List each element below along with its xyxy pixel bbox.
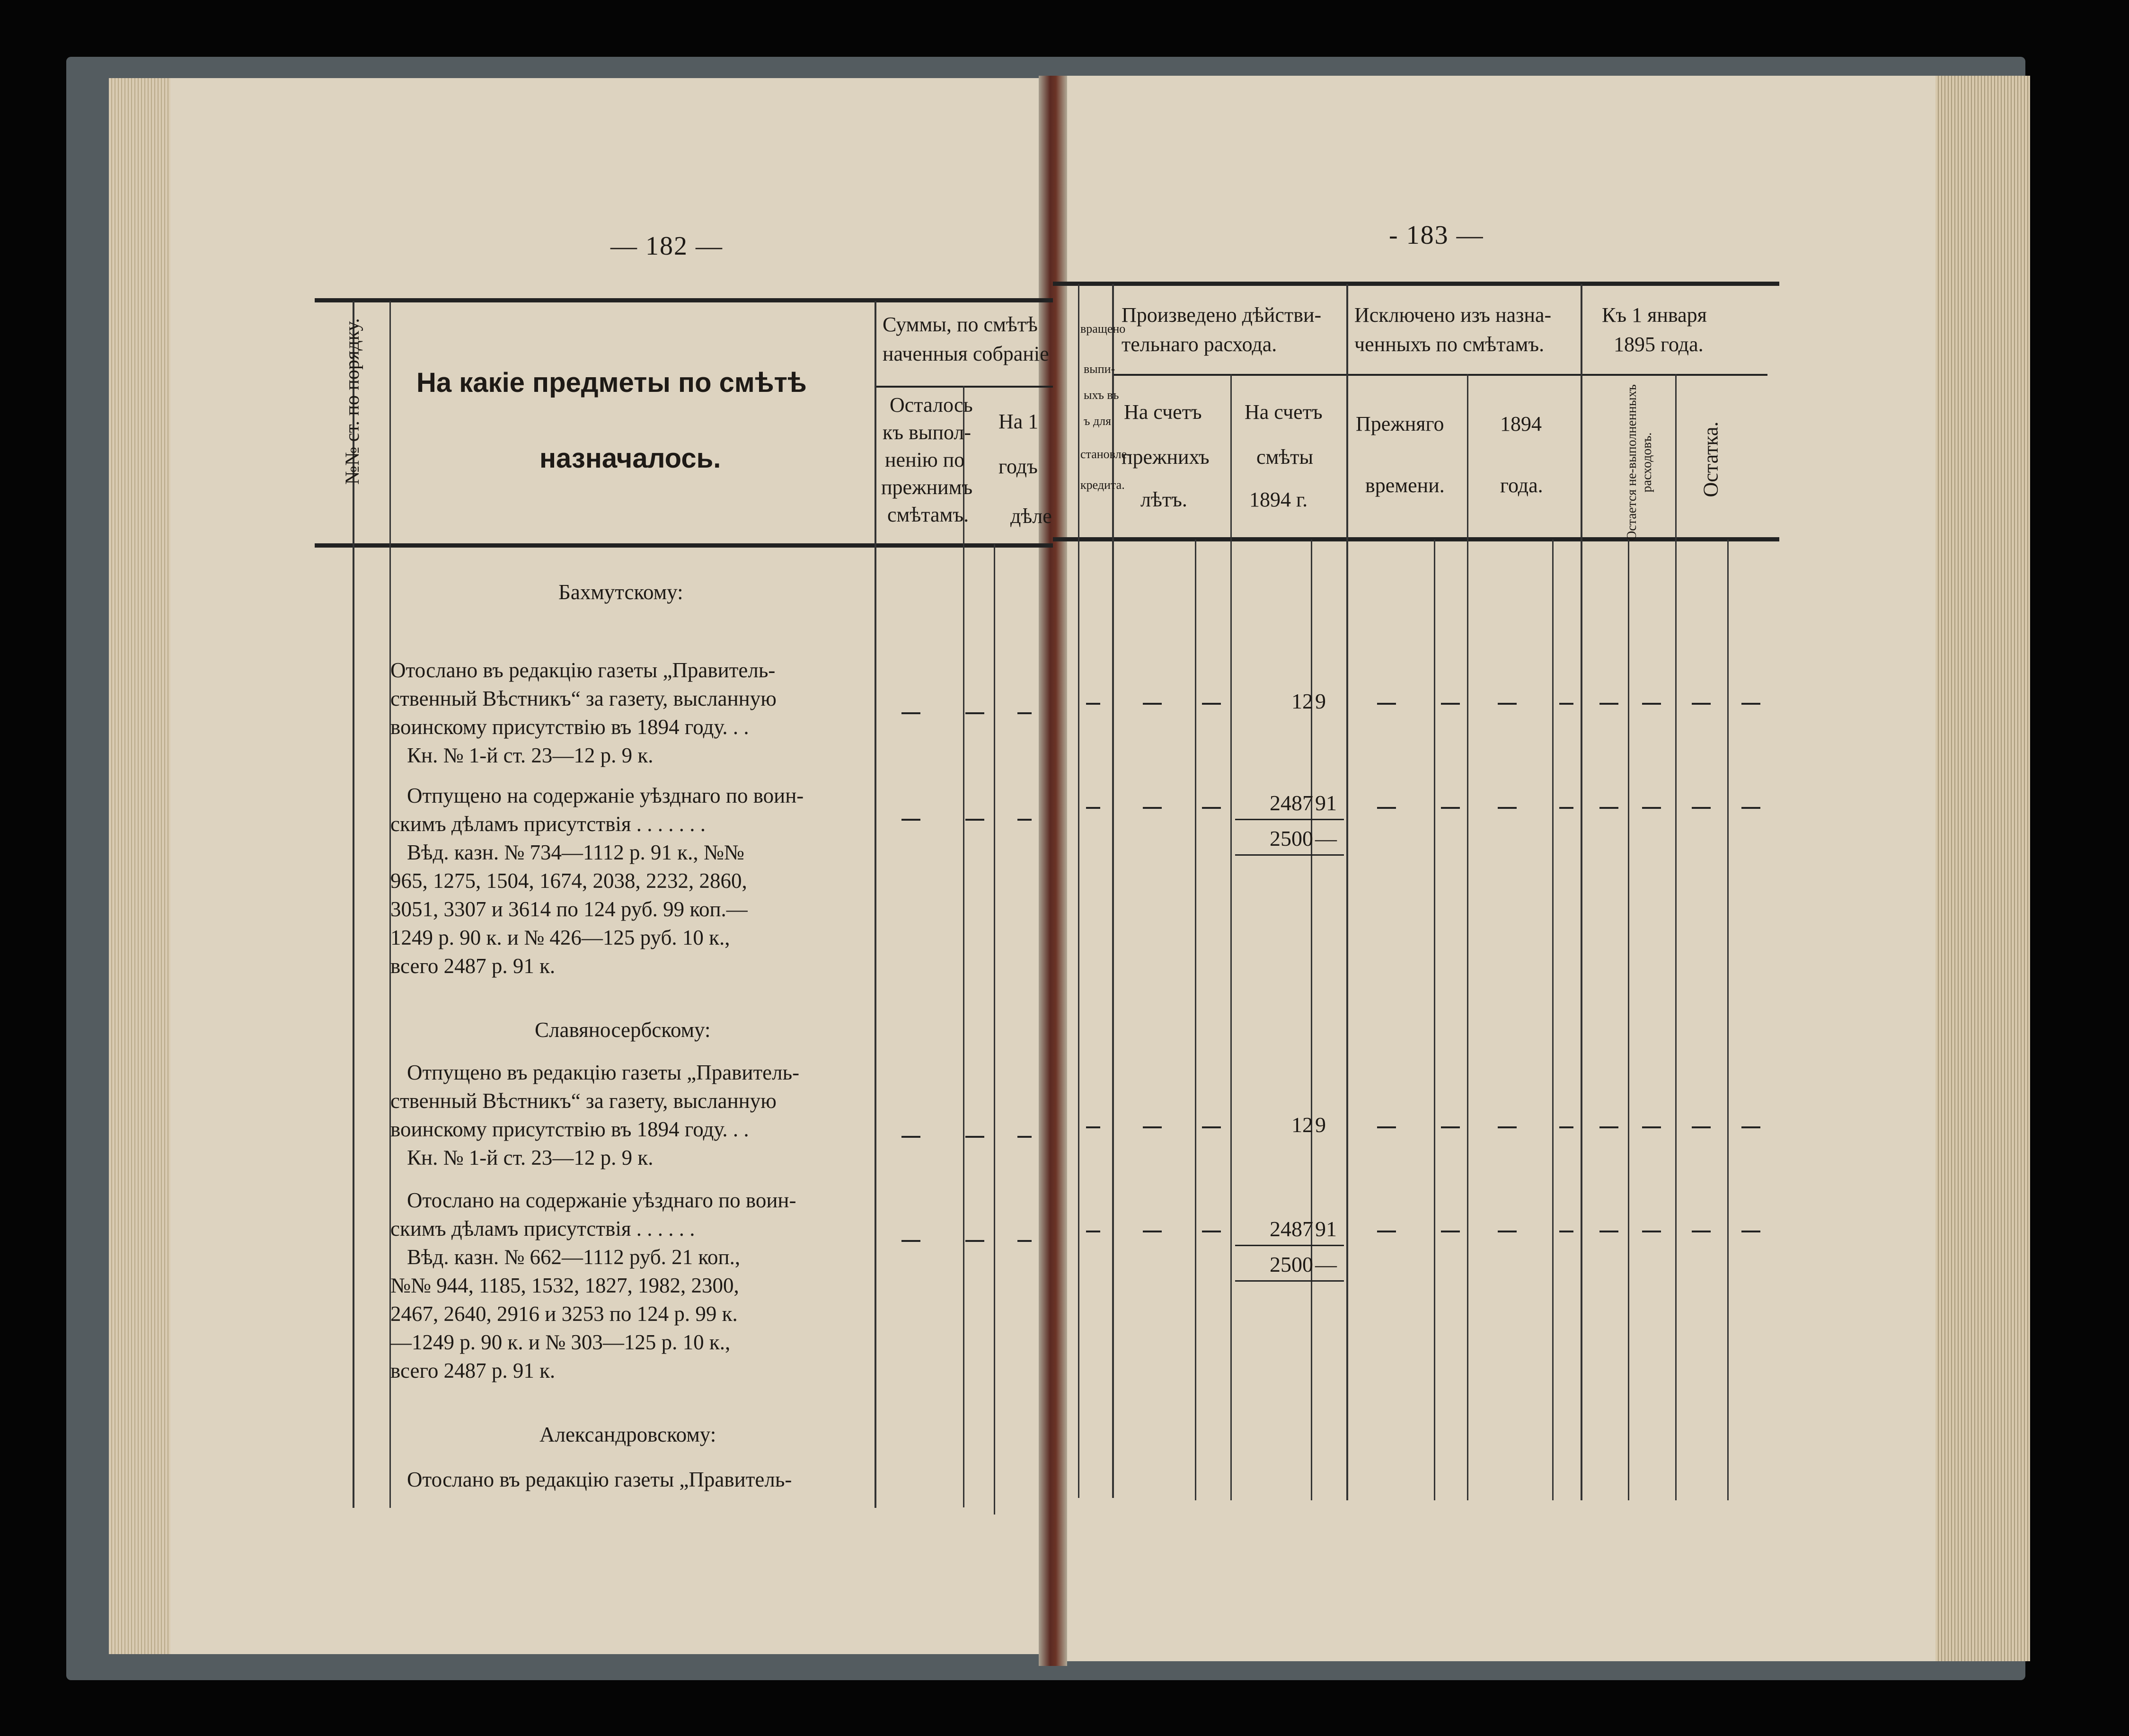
- empty-value-dash: [1017, 819, 1032, 821]
- right-remainder-label: Остатка.: [1699, 421, 1723, 497]
- entry-line: Отослано въ редакцію газеты „Правитель-: [407, 1468, 792, 1491]
- empty-value-dash: [1498, 807, 1517, 809]
- left-page-edges: [109, 78, 170, 1654]
- right-jan-line2: 1895 года.: [1614, 333, 1704, 356]
- right-col-rule: [1581, 284, 1582, 1500]
- left-col-remain-line: Осталось: [890, 393, 973, 416]
- right-returned-line: ъ для: [1084, 414, 1112, 428]
- empty-value-dash: [1642, 1231, 1661, 1232]
- subtotal-rule: [1235, 1245, 1344, 1246]
- empty-value-dash: [1692, 1126, 1711, 1128]
- empty-value-dash: [1642, 1126, 1661, 1128]
- left-col-rule-5: [994, 544, 995, 1515]
- empty-value-dash: [1559, 1231, 1573, 1232]
- empty-value-dash: [1559, 703, 1573, 705]
- left-col-rule-4: [963, 386, 964, 1507]
- right-col-rule: [1727, 540, 1729, 1500]
- empty-value-dash: [901, 1136, 920, 1138]
- empty-value-dash: [1441, 807, 1460, 809]
- right-page-edges: [1935, 76, 2030, 1661]
- empty-value-dash: [901, 1240, 920, 1242]
- empty-value-dash: [1143, 703, 1162, 705]
- empty-value-dash: [901, 819, 920, 821]
- entry-line: Отослано на содержаніе уѣзднаго по воин-: [407, 1188, 796, 1212]
- left-col-subject-line1: На какіе предметы по смѣтѣ: [416, 367, 807, 398]
- entry-line: скимъ дѣламъ присутствія . . . . . .: [390, 1217, 695, 1240]
- right-page-number: - 183 —: [1389, 221, 1484, 250]
- empty-value-dash: [1143, 1231, 1162, 1232]
- amount-kopecks: 91: [1315, 1217, 1337, 1241]
- amount-rubles: 12: [1291, 1113, 1313, 1137]
- right-col-rule: [1311, 540, 1312, 1500]
- right-year1894-line: года.: [1500, 474, 1543, 497]
- right-returned-line: вращено: [1080, 322, 1126, 336]
- right-excluded-line2: ченныхъ по смѣтамъ.: [1354, 333, 1545, 356]
- left-header-bottom-rule: [315, 543, 1053, 548]
- amount-kopecks: 91: [1315, 791, 1337, 815]
- subtotal-rubles: 2500: [1270, 826, 1313, 850]
- right-produced-line1: Произведено дѣйстви-: [1122, 303, 1322, 327]
- entry-line: Кн. № 1-й ст. 23—12 р. 9 к.: [407, 1146, 654, 1169]
- right-table-top-rule: [1053, 282, 1779, 286]
- empty-value-dash: [965, 1240, 984, 1242]
- right-prev-years-line: прежнихъ: [1122, 445, 1210, 469]
- right-est1894-line: смѣты: [1256, 445, 1314, 469]
- left-col-sums-line2: наченныя собраніе: [883, 342, 1049, 365]
- left-col-remain-line: прежнимъ: [881, 476, 973, 499]
- left-col-remain-line: ненію по: [885, 448, 965, 471]
- empty-value-dash: [1559, 807, 1573, 809]
- left-col-year-line: На 1: [998, 410, 1039, 433]
- right-col-rule: [1628, 540, 1629, 1500]
- right-est1894-line: 1894 г.: [1249, 488, 1308, 511]
- entry-line: Вѣд. казн. № 662—1112 руб. 21 коп.,: [407, 1245, 741, 1269]
- empty-value-dash: [1498, 1126, 1517, 1128]
- entry-line: всего 2487 р. 91 к.: [390, 1359, 556, 1382]
- empty-value-dash: [1017, 712, 1032, 714]
- right-col-rule: [1552, 540, 1554, 1500]
- left-col-sums-line1: Суммы, по смѣтѣ: [883, 313, 1038, 336]
- amount-rubles: 12: [1291, 689, 1313, 713]
- right-prev-years-line: лѣтъ.: [1140, 488, 1187, 511]
- empty-value-dash: [1441, 703, 1460, 705]
- right-returned-line: становле-: [1080, 447, 1131, 461]
- left-col-rule-3: [875, 301, 876, 1508]
- entry-line: Отпущено въ редакцію газеты „Правитель-: [407, 1061, 800, 1084]
- left-col-subject-line2: назначалось.: [539, 443, 721, 474]
- book-spine-gutter: [1039, 76, 1067, 1666]
- empty-value-dash: [965, 712, 984, 714]
- empty-value-dash: [1741, 1126, 1760, 1128]
- right-est1894-line: На счетъ: [1245, 400, 1323, 424]
- empty-value-dash: [1086, 807, 1100, 809]
- right-col-rule: [1467, 374, 1468, 1500]
- empty-value-dash: [1202, 1126, 1221, 1128]
- empty-value-dash: [1143, 1126, 1162, 1128]
- entry-line: №№ 944, 1185, 1532, 1827, 1982, 2300,: [390, 1274, 739, 1297]
- subtotal-rule: [1235, 1280, 1344, 1282]
- right-col-rule: [1346, 284, 1348, 1500]
- empty-value-dash: [1017, 1240, 1032, 1242]
- right-col-rule: [1434, 540, 1435, 1500]
- empty-value-dash: [1202, 703, 1221, 705]
- empty-value-dash: [1599, 1231, 1618, 1232]
- empty-value-dash: [1498, 703, 1517, 705]
- amount-kopecks: 9: [1315, 689, 1326, 713]
- entry-line: всего 2487 р. 91 к.: [390, 954, 556, 978]
- right-header-bottom-rule: [1053, 537, 1779, 541]
- right-header-mid-rule: [1112, 374, 1767, 376]
- entry-line: 3051, 3307 и 3614 по 124 руб. 99 коп.—: [390, 897, 748, 921]
- right-returned-line: выпи-: [1084, 362, 1115, 376]
- right-col-rule: [1230, 374, 1232, 1500]
- right-prev-time-line: Прежняго: [1356, 412, 1444, 435]
- left-col-remain-line: смѣтамъ.: [887, 503, 969, 526]
- empty-value-dash: [1086, 1126, 1100, 1128]
- left-col-year-line: годъ: [998, 455, 1038, 478]
- entry-line: воинскому присутствію въ 1894 году. . .: [390, 715, 749, 739]
- right-year1894-line: 1894: [1500, 412, 1542, 435]
- entry-line: Вѣд. казн. № 734—1112 р. 91 к., №№: [407, 841, 744, 864]
- left-col-remain-line: къ выпол-: [883, 421, 972, 444]
- left-table-top-rule: [315, 298, 1053, 302]
- amount-rubles: 2487: [1270, 791, 1313, 815]
- subtotal-rubles: 2500: [1270, 1252, 1313, 1276]
- subtotal-rule: [1235, 854, 1344, 856]
- entry-line: Кн. № 1-й ст. 23—12 р. 9 к.: [407, 744, 654, 767]
- left-page-number: — 182 —: [610, 231, 723, 261]
- right-returned-line: кредита.: [1080, 478, 1125, 492]
- empty-value-dash: [1377, 703, 1396, 705]
- right-col-rule: [1078, 284, 1079, 1498]
- empty-value-dash: [1202, 1231, 1221, 1232]
- empty-value-dash: [1741, 703, 1760, 705]
- entry-line: скимъ дѣламъ присутствія . . . . . . .: [390, 812, 706, 836]
- empty-value-dash: [1599, 1126, 1618, 1128]
- subtotal-kopecks: —: [1315, 826, 1337, 850]
- right-col-rule: [1112, 284, 1114, 1498]
- empty-value-dash: [1377, 807, 1396, 809]
- empty-value-dash: [1642, 807, 1661, 809]
- empty-value-dash: [1692, 807, 1711, 809]
- entry-line: ственный Вѣстникъ“ за газету, высланную: [390, 1089, 777, 1113]
- left-col-year-line: дѣле: [1010, 505, 1052, 528]
- right-col-rule: [1675, 374, 1677, 1500]
- empty-value-dash: [1377, 1231, 1396, 1232]
- empty-value-dash: [1692, 1231, 1711, 1232]
- empty-value-dash: [1599, 703, 1618, 705]
- right-col-rule: [1195, 540, 1196, 1500]
- subtotal-rule: [1235, 819, 1344, 820]
- right-returned-line: ыхъ въ: [1084, 388, 1119, 402]
- entry-line: 965, 1275, 1504, 1674, 2038, 2232, 2860,: [390, 869, 747, 893]
- right-produced-line2: тельнаго расхода.: [1122, 333, 1277, 356]
- empty-value-dash: [1599, 807, 1618, 809]
- empty-value-dash: [965, 1136, 984, 1138]
- right-prev-time-line: времени.: [1365, 474, 1445, 497]
- entry-line: Отпущено на содержаніе уѣзднаго по воин-: [407, 784, 804, 807]
- empty-value-dash: [1086, 1231, 1100, 1232]
- section-title-slavyanoserbsk: Славяносербскому:: [535, 1018, 711, 1042]
- right-unexec-label: Остается не-выполненныхъ расходовъ.: [1625, 384, 1654, 540]
- entry-line: 2467, 2640, 2916 и 3253 по 124 р. 99 к.: [390, 1302, 738, 1326]
- empty-value-dash: [1741, 1231, 1760, 1232]
- empty-value-dash: [1441, 1126, 1460, 1128]
- empty-value-dash: [965, 819, 984, 821]
- entry-line: ственный Вѣстникъ“ за газету, высланную: [390, 687, 777, 710]
- empty-value-dash: [1441, 1231, 1460, 1232]
- entry-line: Отослано въ редакцію газеты „Правитель-: [390, 658, 776, 682]
- empty-value-dash: [1498, 1231, 1517, 1232]
- section-title-bakhmut: Бахмутскому:: [558, 580, 683, 604]
- left-col-number-label: №№ ст. по порядку.: [342, 318, 363, 485]
- right-excluded-line1: Исключено изъ назна-: [1354, 303, 1552, 327]
- empty-value-dash: [901, 712, 920, 714]
- empty-value-dash: [1642, 703, 1661, 705]
- empty-value-dash: [1692, 703, 1711, 705]
- subtotal-kopecks: —: [1315, 1252, 1337, 1276]
- empty-value-dash: [1143, 807, 1162, 809]
- right-prev-years-line: На счетъ: [1124, 400, 1202, 424]
- empty-value-dash: [1086, 703, 1100, 705]
- empty-value-dash: [1559, 1126, 1573, 1128]
- entry-line: —1249 р. 90 к. и № 303—125 р. 10 к.,: [390, 1330, 731, 1354]
- empty-value-dash: [1377, 1126, 1396, 1128]
- amount-rubles: 2487: [1270, 1217, 1313, 1241]
- amount-kopecks: 9: [1315, 1113, 1326, 1137]
- entry-line: 1249 р. 90 к. и № 426—125 руб. 10 к.,: [390, 926, 730, 949]
- empty-value-dash: [1202, 807, 1221, 809]
- empty-value-dash: [1017, 1136, 1032, 1138]
- entry-line: воинскому присутствію въ 1894 году. . .: [390, 1117, 749, 1141]
- right-jan-line1: Къ 1 января: [1602, 303, 1707, 327]
- empty-value-dash: [1741, 807, 1760, 809]
- section-title-aleksandrovsk: Александровскому:: [539, 1423, 716, 1446]
